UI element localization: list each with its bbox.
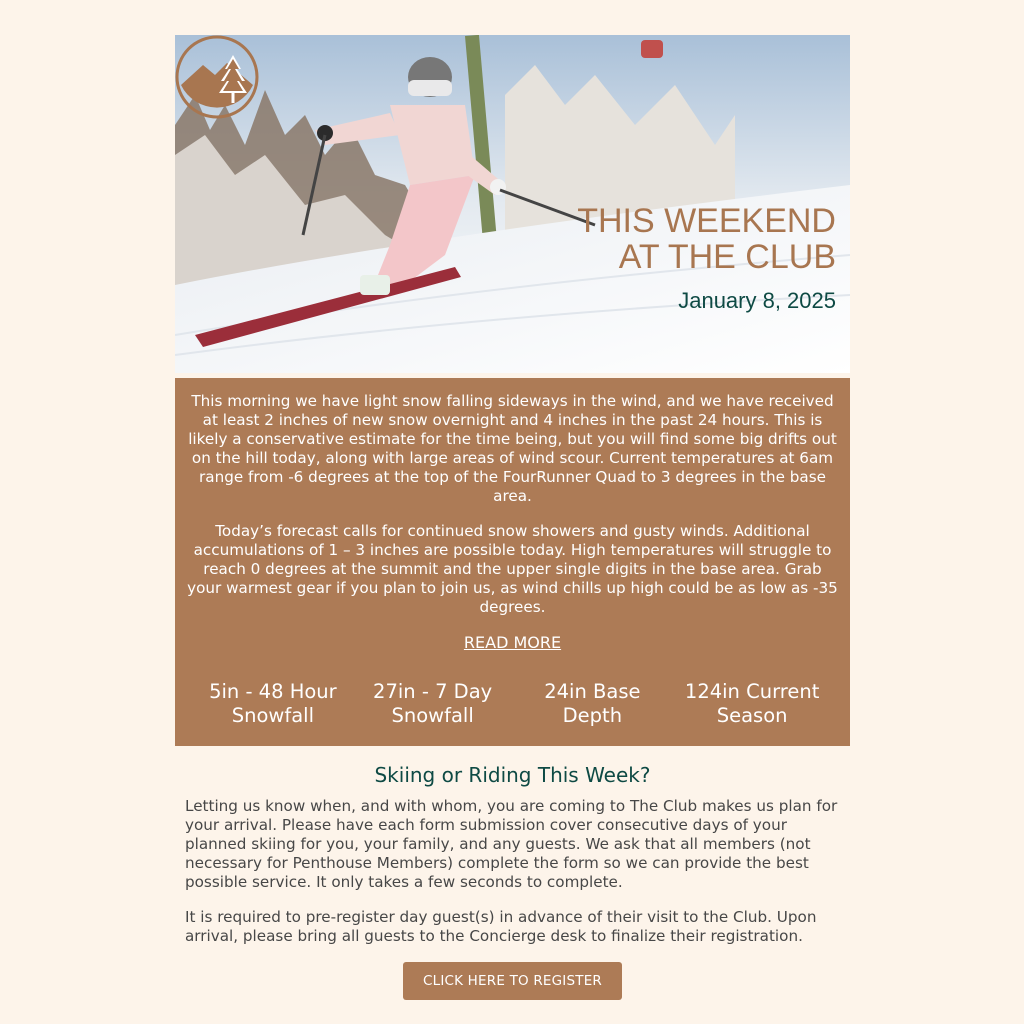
stat-line2: Snowfall — [391, 704, 474, 727]
stat-base-depth — [513, 680, 673, 728]
stat-7-day — [353, 680, 513, 728]
section-paragraph-1: Letting us know when, and with whom, you are coming to The Club makes us plan for your arrival. Please have each form submission cover consecutive days of your planned skiing for you, your family, and any guests. We ask that all members (not necessary for Penthouse Members) complete the form so we can provide the best possible service. It only takes a few seconds to complete. — [185, 797, 838, 891]
mountain-tree-logo-icon — [175, 35, 259, 119]
newsletter — [175, 35, 850, 1000]
section-paragraph-2: It is required to pre-register day guest(s) in advance of their visit to the Club. Upon arrival, please bring all guests to the Concierge desk to finalize their registration. — [185, 908, 817, 945]
stat-line2: Season — [716, 704, 788, 727]
section-title: Skiing or Riding This Week? — [374, 763, 651, 787]
read-more-link[interactable]: READ MORE — [463, 633, 562, 652]
hero-title-line2: AT THE CLUB — [618, 238, 836, 276]
report-paragraph-1: This morning we have light snow falling sideways in the wind, and we have received at least 2 inches of new snow overnight and 4 inches in the past 24 hours. This is likely a conservative estimate for the time being, but you will find some big drifts out on the hill today, along with large areas of wind scour. Current temperatures at 6am range from -6 degrees at the top of the FourRunner Quad to 3 degrees in the base area. — [188, 392, 837, 505]
section-body — [175, 797, 850, 946]
stat-line1: 5in - 48 Hour — [209, 680, 337, 703]
stat-line1: 124in Current — [684, 680, 820, 703]
stat-line1: 24in Base — [544, 680, 641, 703]
hero-date: January 8, 2025 — [678, 288, 836, 313]
register-button-row — [175, 962, 850, 1000]
stat-line1: 27in - 7 Day — [373, 680, 493, 703]
stat-current-season — [672, 680, 832, 728]
hero-title-line1: THIS WEEKEND — [577, 202, 836, 240]
hero-banner — [175, 35, 850, 373]
snow-report — [175, 378, 850, 746]
register-button[interactable]: CLICK HERE TO REGISTER — [403, 962, 622, 1000]
report-paragraph-2: Today’s forecast calls for continued snow showers and gusty winds. Additional accumulations of 1 – 3 inches are possible today. High temperatures will struggle to reach 0 degrees at the summit and the upper single digits in the base area. Grab your warmest gear if you plan to join us, as wind chills up high could be as low as -35 degrees. — [187, 522, 838, 616]
stat-line2: Snowfall — [231, 704, 314, 727]
stat-line2: Depth — [562, 704, 623, 727]
snow-stats — [185, 680, 840, 728]
hero-title — [577, 203, 836, 275]
stat-48-hour — [193, 680, 353, 728]
